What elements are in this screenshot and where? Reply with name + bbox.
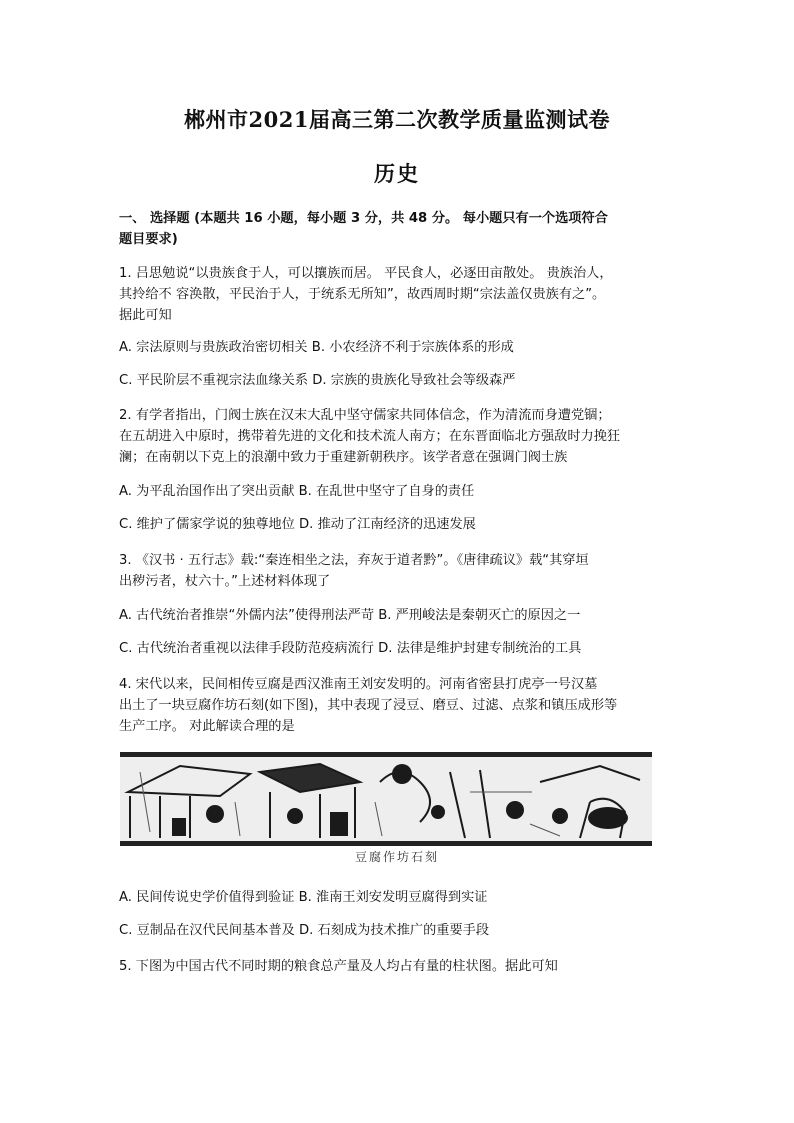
q3-line2: 出秽污者，杖六十。”上述材料体现了 bbox=[119, 574, 331, 589]
q3-options-ab: A. 古代统治者推崇“外儒内法”使得刑法严苛 B. 严刑峻法是秦朝灭亡的原因之一 bbox=[119, 608, 581, 623]
q2-line1: 2. 有学者指出，门阀士族在汉末大乱中坚守儒家共同体信念，作为清流而身遭党锢； bbox=[119, 408, 611, 423]
q1-line3: 据此可知 bbox=[119, 308, 172, 323]
q4-line2: 出土了一块豆腐作坊石刻(如下图)，其中表现了浸豆、磨豆、过滤、点浆和镇压成形等 bbox=[119, 698, 618, 713]
q1-line2: 其拎给不 容涣散，平民治于人，于统系无所知”，故西周时期“宗法盖仅贵族有之”。 bbox=[119, 287, 606, 302]
q2-options-cd: C. 维护了儒家学说的独尊地位 D. 推动了江南经济的迅速发展 bbox=[119, 517, 476, 532]
question-4-stem bbox=[119, 674, 685, 737]
question-2-stem bbox=[119, 405, 685, 468]
q4-options-ab: A. 民间传说史学价值得到验证 B. 淮南王刘安发明豆腐得到实证 bbox=[119, 890, 488, 905]
q3-line1: 3. 《汉书 · 五行志》载:“秦连相坐之法，弃灰于道者黔”。《唐律疏议》载“其穿垣 bbox=[119, 553, 589, 568]
q4-options-cd: C. 豆制品在汉代民间基本普及 D. 石刻成为技术推广的重要手段 bbox=[119, 923, 490, 938]
q3-options-cd: C. 古代统治者重视以法律手段防范疫病流行 D. 法律是维护封建专制统治的工具 bbox=[119, 641, 582, 656]
q2-line3: 澜；在南朝以下克上的浪潮中致力于重建新朝秩序。该学者意在强调门阀士族 bbox=[119, 450, 568, 465]
section-heading bbox=[119, 208, 685, 250]
question-3-stem bbox=[119, 550, 685, 592]
exam-title: 郴州市2021届高三第二次教学质量监测试卷 bbox=[184, 107, 610, 132]
tofu-workshop-relief-image bbox=[120, 752, 652, 846]
q1-options-ab: A. 宗法原则与贵族政治密切相关 B. 小农经济不利于宗族体系的形成 bbox=[119, 340, 514, 355]
q2-options-ab: A. 为平乱治国作出了突出贡献 B. 在乱世中坚守了自身的责任 bbox=[119, 484, 475, 499]
section-heading-line1: 一、 选择题 (本题共 16 小题，每小题 3 分，共 48 分。 每小题只有一个选项符合 bbox=[119, 211, 608, 226]
subject-title: 历史 bbox=[374, 161, 420, 186]
q4-line1: 4. 宋代以来，民间相传豆腐是西汉淮南王刘安发明的。河南省密县打虎亭一号汉墓 bbox=[119, 677, 598, 692]
question-1-stem bbox=[119, 263, 685, 326]
relief-caption: 豆腐作坊石刻 bbox=[354, 850, 439, 864]
relief-drawing bbox=[120, 752, 652, 846]
section-heading-line2: 题目要求) bbox=[119, 232, 178, 247]
q1-line1: 1. 吕思勉说“以贵族食于人，可以攘族而居。 平民食人，必逐田亩散处。 贵族治人， bbox=[119, 266, 613, 281]
q1-options-cd: C. 平民阶层不重视宗法血缘关系 D. 宗族的贵族化导致社会等级森严 bbox=[119, 373, 516, 388]
q4-line3: 生产工序。 对此解读合理的是 bbox=[119, 719, 295, 734]
question-5-stem: 5. 下图为中国古代不同时期的粮食总产量及人均占有量的柱状图。据此可知 bbox=[119, 959, 558, 974]
q2-line2: 在五胡进入中原时，携带着先进的文化和技术流人南方；在东晋面临北方强敌时力挽狂 bbox=[119, 429, 621, 444]
